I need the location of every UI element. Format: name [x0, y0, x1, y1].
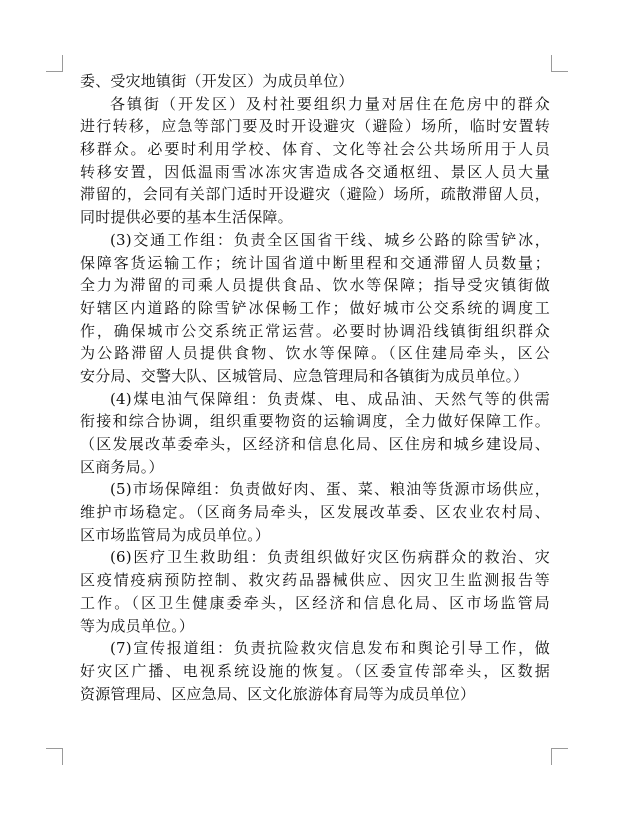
text-line: 为公路滞留人员提供食物、饮水等保障。（区住建局牵头，区公: [80, 344, 550, 363]
text-line: 衔接和综合协调，组织重要物资的运输调度，全力做好保障工作。: [80, 412, 550, 431]
text-line: 好辖区内道路的除雪铲冰保畅工作；做好城市公交系统的调度工: [80, 298, 550, 317]
text-line: 区商务局。）: [80, 457, 164, 476]
text-line: 作，确保城市公交系统正常运营。必要时协调沿线镇街组织群众: [80, 321, 550, 340]
text-line: (4)煤电油气保障组：负责煤、电、成品油、天然气等的供需: [110, 389, 550, 408]
text-line: 移群众。必要时利用学校、体育、文化等社会公共场所用于人员: [80, 140, 550, 159]
text-line: 各镇街（开发区）及村社要组织力量对居住在危房中的群众: [110, 94, 550, 113]
text-line: 保障客货运输工作；统计国省道中断里程和交通滞留人员数量；: [80, 253, 550, 272]
document-body: [80, 70, 550, 705]
crop-mark-bottom-right: [551, 748, 568, 765]
text-line: (5)市场保障组：负责做好肉、蛋、菜、粮油等货源市场供应，: [110, 480, 550, 499]
text-line: (3)交通工作组：负责全区国省干线、城乡公路的除雪铲冰，: [110, 230, 550, 249]
crop-mark-bottom-left: [46, 748, 63, 765]
text-line: 好灾区广播、电视系统设施的恢复。（区委宣传部牵头，区数据: [80, 661, 550, 680]
text-line: (7)宣传报道组：负责抗险救灾信息发布和舆论引导工作，做: [110, 639, 550, 658]
text-line: 全力为滞留的司乘人员提供食品、饮水等保障；指导受灾镇街做: [80, 276, 550, 295]
text-line: 安分局、交警大队、区城管局、应急管理局和各镇街为成员单位。）: [80, 366, 529, 385]
text-line: 等为成员单位。）: [80, 616, 195, 635]
text-line: 同时提供必要的基本生活保障。: [80, 208, 293, 227]
text-line: 区市场监管局为成员单位。）: [80, 525, 271, 544]
crop-mark-top-right: [551, 55, 568, 72]
text-line: 维护市场稳定。（区商务局牵头，区发展改革委、区农业农村局、: [80, 503, 550, 522]
text-line: 转移安置，因低温雨雪冰冻灾害造成各交通枢纽、景区人员大量: [80, 162, 550, 181]
text-line: 区疫情疫病预防控制、救灾药品器械供应、因灾卫生监测报告等: [80, 571, 550, 590]
text-line: 滞留的，会同有关部门适时开设避灾（避险）场所，疏散滞留人员，: [80, 185, 550, 204]
text-line: 资源管理局、区应急局、区文化旅游体育局等为成员单位）: [80, 684, 476, 703]
text-line: 进行转移，应急等部门要及时开设避灾（避险）场所，临时安置转: [80, 117, 550, 136]
text-line: (6)医疗卫生救助组：负责组织做好灾区伤病群众的救治、灾: [110, 548, 550, 567]
text-line: （区发展改革委牵头，区经济和信息化局、区住房和城乡建设局、: [80, 435, 550, 453]
text-line: 工作。（区卫生健康委牵头，区经济和信息化局、区市场监管局: [80, 593, 550, 612]
crop-mark-top-left: [46, 55, 63, 72]
text-line: 委、受灾地镇街（开发区）为成员单位）: [80, 72, 354, 90]
